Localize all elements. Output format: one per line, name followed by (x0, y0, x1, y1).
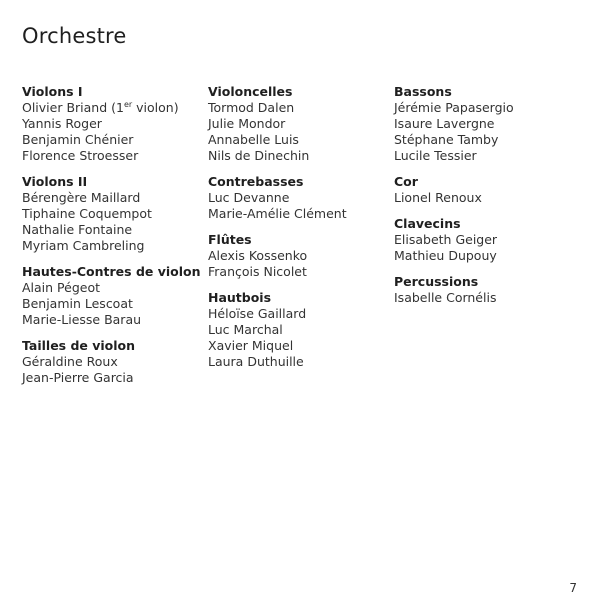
musician-name-text: Xavier Miquel (208, 338, 294, 353)
musician-name-text: Alexis Kossenko (208, 248, 308, 263)
musician-name-text: Annabelle Luis (208, 132, 299, 147)
musician-name (22, 116, 202, 132)
musician-role-suffix: violon) (132, 100, 179, 115)
section-heading: Tailles de violon (22, 338, 136, 353)
page-number: 7 (569, 581, 577, 595)
section-heading: Violons I (22, 84, 83, 99)
ordinal-superscript: er (123, 99, 133, 109)
musician-name-text: Géraldine Roux (22, 354, 118, 369)
musician-name (394, 116, 574, 132)
column-1 (22, 84, 202, 396)
section-heading: Percussions (394, 274, 479, 289)
section (22, 338, 202, 386)
section-heading: Hautes-Contres de violon (22, 264, 201, 279)
musician-name-text: Myriam Cambreling (22, 238, 145, 253)
musician-name (22, 100, 202, 116)
musician-name-text: Marie-Liesse Barau (22, 312, 142, 327)
section (394, 174, 574, 206)
musician-name-text: Lucile Tessier (394, 148, 477, 163)
musician-name-text: Luc Devanne (208, 190, 290, 205)
musician-name (394, 232, 574, 248)
musician-name (22, 132, 202, 148)
musician-name (22, 296, 202, 312)
musician-name-text: Elisabeth Geiger (394, 232, 498, 247)
musician-name (208, 206, 388, 222)
section (208, 174, 388, 222)
musician-name-text: Tormod Dalen (208, 100, 295, 115)
musician-name-text: Nathalie Fontaine (22, 222, 133, 237)
section (208, 232, 388, 280)
musician-name-text: Luc Marchal (208, 322, 283, 337)
musician-name (22, 238, 202, 254)
musician-name-text: Lionel Renoux (394, 190, 482, 205)
musician-name-text: Benjamin Lescoat (22, 296, 133, 311)
musician-name (208, 132, 388, 148)
musician-name-text: Nils de Dinechin (208, 148, 310, 163)
musician-name (394, 100, 574, 116)
section-heading: Violoncelles (208, 84, 293, 99)
musician-name-text: Marie-Amélie Clément (208, 206, 347, 221)
musician-name-text: Laura Duthuille (208, 354, 304, 369)
section-heading: Hautbois (208, 290, 272, 305)
musician-name-text: Yannis Roger (22, 116, 102, 131)
musician-name-text: François Nicolet (208, 264, 307, 279)
section (208, 84, 388, 164)
musician-name (394, 248, 574, 264)
musician-name-text: Mathieu Dupouy (394, 248, 497, 263)
musician-name (22, 148, 202, 164)
section (394, 274, 574, 306)
musician-name (208, 338, 388, 354)
section-heading: Contrebasses (208, 174, 304, 189)
section (22, 264, 202, 328)
musician-name (208, 322, 388, 338)
musician-name (394, 132, 574, 148)
section (394, 84, 574, 164)
musician-name-text: Bérengère Maillard (22, 190, 141, 205)
musician-name (394, 290, 574, 306)
musician-name (22, 312, 202, 328)
musician-name (22, 370, 202, 386)
musician-name-text: Héloïse Gaillard (208, 306, 307, 321)
musician-name (208, 148, 388, 164)
section (208, 290, 388, 370)
musician-name (22, 354, 202, 370)
musician-name-text: Alain Pégeot (22, 280, 101, 295)
musician-name (208, 116, 388, 132)
musician-name-text: Isaure Lavergne (394, 116, 495, 131)
musician-name-text: Florence Stroesser (22, 148, 139, 163)
section-heading: Clavecins (394, 216, 461, 231)
musician-name-text: Tiphaine Coquempot (22, 206, 152, 221)
section (394, 216, 574, 264)
musician-name-text: Isabelle Cornélis (394, 290, 497, 305)
musician-name (22, 280, 202, 296)
musician-name (208, 100, 388, 116)
musician-name (394, 190, 574, 206)
column-3 (394, 84, 574, 316)
musician-name-text: Jean-Pierre Garcia (22, 370, 134, 385)
section (22, 174, 202, 254)
musician-name (208, 354, 388, 370)
musician-name-text: Benjamin Chénier (22, 132, 134, 147)
column-2 (208, 84, 388, 380)
section-heading: Cor (394, 174, 418, 189)
page-title: Orchestre (22, 24, 127, 48)
musician-name (208, 306, 388, 322)
musician-name-text: Julie Mondor (208, 116, 286, 131)
musician-name-text: Jérémie Papasergio (394, 100, 514, 115)
musician-name (394, 148, 574, 164)
musician-name (208, 248, 388, 264)
musician-name (22, 206, 202, 222)
musician-name (208, 190, 388, 206)
section-heading: Violons II (22, 174, 88, 189)
section-heading: Flûtes (208, 232, 252, 247)
musician-name (208, 264, 388, 280)
musician-name (22, 190, 202, 206)
section (22, 84, 202, 164)
section-heading: Bassons (394, 84, 452, 99)
musician-name (22, 222, 202, 238)
musician-name-text: Stéphane Tamby (394, 132, 499, 147)
musician-name-text: Olivier Briand (1 (22, 100, 124, 115)
